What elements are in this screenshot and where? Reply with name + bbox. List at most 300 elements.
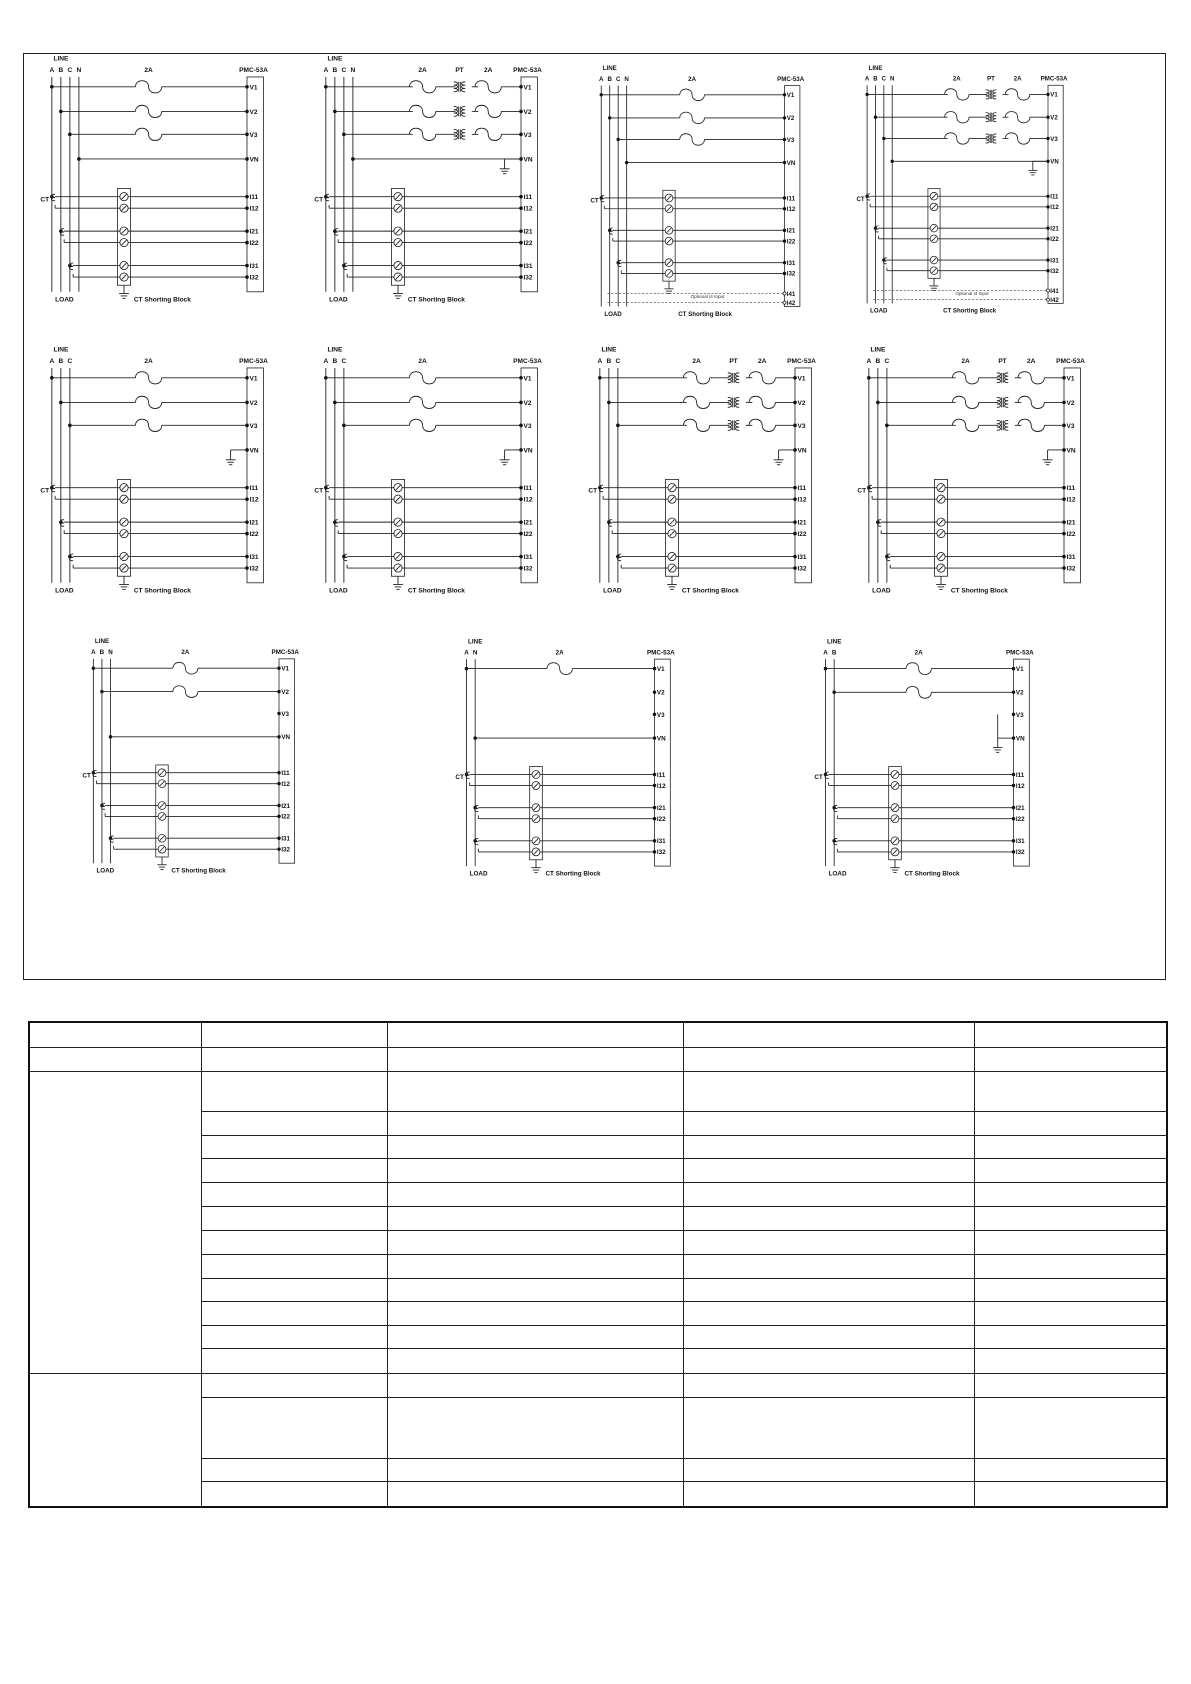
- junction-dot: [245, 497, 249, 501]
- fuse-symbol: [683, 396, 709, 408]
- ct-shorting-block: [391, 188, 404, 285]
- fuse-symbol: [135, 105, 161, 117]
- fuse-symbol: [135, 419, 161, 431]
- junction-dot: [519, 555, 523, 559]
- terminal-label: I11: [1015, 771, 1025, 779]
- phase-label: B: [99, 649, 105, 657]
- ct-shorting-block: [530, 767, 543, 860]
- phase-label: A: [864, 75, 870, 83]
- junction-dot: [277, 771, 280, 774]
- table-group-cell: [29, 1373, 201, 1507]
- terminal-label: I11: [656, 771, 666, 779]
- terminal-label: I21: [656, 805, 666, 813]
- junction-dot: [245, 566, 249, 570]
- load-label: LOAD: [828, 870, 847, 878]
- terminal-label: V2: [523, 399, 532, 407]
- fuse-symbol: [680, 112, 705, 124]
- junction-dot: [277, 782, 280, 785]
- junction-dot: [519, 229, 523, 233]
- terminal-label: I22: [249, 240, 259, 248]
- fuse-label: 2A: [692, 358, 701, 366]
- terminal-label: VN: [249, 156, 259, 164]
- junction-dot: [783, 272, 786, 275]
- terminal-label: V2: [656, 689, 665, 697]
- phase-label: B: [58, 358, 64, 366]
- fuse-label: 2A: [688, 75, 697, 83]
- table-row: [29, 1022, 1167, 1047]
- junction-dot: [519, 532, 523, 536]
- spec-table: [28, 1021, 1168, 1508]
- wiring-diagram-11: [814, 638, 1034, 877]
- fuse-label: 2A: [914, 649, 923, 657]
- fuse-label: 2A: [1027, 358, 1036, 366]
- pt-label: PT: [455, 67, 464, 75]
- terminal-label: I32: [786, 270, 796, 278]
- wiring-diagram-8: [857, 347, 1085, 595]
- fuse-symbol: [547, 663, 572, 675]
- terminal-label: I21: [797, 519, 807, 527]
- terminal-label: I21: [523, 228, 533, 236]
- fuse-symbol: [409, 396, 435, 408]
- fuse-label: 2A: [952, 75, 961, 83]
- terminal-label: I22: [523, 531, 533, 539]
- junction-dot: [245, 195, 249, 199]
- junction-dot: [1062, 520, 1066, 524]
- terminal-label: I21: [1066, 519, 1076, 527]
- terminal-label: I21: [523, 519, 533, 527]
- shorting-block-label: CT Shorting Block: [133, 587, 191, 595]
- junction-dot: [1012, 806, 1015, 809]
- ct-shorting-block: [934, 479, 947, 576]
- phase-label: A: [323, 358, 329, 366]
- terminal-label: V3: [786, 136, 795, 144]
- terminal-label: V2: [249, 108, 258, 116]
- fuse-symbol: [135, 372, 161, 384]
- terminal-label: I11: [1066, 485, 1076, 493]
- ct-label: CT: [856, 195, 865, 203]
- fuse-label: 2A: [961, 358, 970, 366]
- terminal-label: I22: [786, 238, 796, 246]
- junction-dot: [783, 196, 786, 199]
- fuse-symbol: [475, 105, 501, 117]
- phase-label: C: [341, 358, 347, 366]
- ct-shorting-block: [928, 189, 940, 279]
- terminal-label: I12: [249, 496, 259, 504]
- junction-dot: [653, 713, 656, 716]
- terminal-label: V3: [656, 711, 665, 719]
- fuse-label: 2A: [418, 358, 427, 366]
- phase-label: N: [472, 649, 478, 657]
- load-label: LOAD: [329, 587, 348, 595]
- phase-label: B: [831, 649, 837, 657]
- fuse-symbol: [135, 81, 161, 93]
- terminal-label: V1: [249, 84, 258, 92]
- junction-dot: [277, 712, 280, 715]
- terminal-label: I31: [656, 838, 666, 846]
- terminal-label: I22: [281, 813, 291, 821]
- pt-winding: [1005, 420, 1009, 430]
- line-label: LINE: [94, 638, 110, 646]
- terminal-label: V2: [797, 399, 806, 407]
- junction-dot: [519, 566, 523, 570]
- terminal-label: I31: [523, 263, 533, 271]
- fuse-label: 2A: [555, 649, 564, 657]
- phase-label: A: [599, 75, 604, 83]
- phase-label: N: [890, 75, 895, 83]
- line-label: LINE: [868, 65, 883, 73]
- junction-dot: [245, 229, 249, 233]
- phase-label: N: [624, 75, 629, 83]
- wiring-diagrams-panel: [23, 53, 1166, 980]
- fuse-symbol: [1005, 112, 1029, 123]
- junction-dot: [245, 520, 249, 524]
- terminal-label: I22: [523, 240, 533, 248]
- ct-shorting-block: [391, 479, 404, 576]
- fuse-symbol: [135, 128, 161, 140]
- junction-dot: [653, 850, 656, 853]
- junction-dot: [1046, 269, 1049, 272]
- terminal-label: I12: [1066, 496, 1076, 504]
- phase-label: N: [350, 67, 356, 75]
- pt-winding: [736, 397, 740, 407]
- terminal-label: V3: [281, 710, 289, 718]
- terminal-label: I31: [281, 835, 291, 843]
- terminal-label: I12: [523, 496, 533, 504]
- shorting-block-label: CT Shorting Block: [545, 870, 601, 878]
- phase-label: B: [607, 75, 612, 83]
- terminal-dot-open: [783, 292, 786, 295]
- ct-label: CT: [314, 487, 324, 495]
- terminal-label: V2: [249, 399, 258, 407]
- ct-label: CT: [40, 487, 50, 495]
- terminal-label: I21: [786, 227, 796, 235]
- junction-dot: [793, 520, 797, 524]
- fuse-symbol: [906, 663, 931, 675]
- phase-label: B: [875, 358, 881, 366]
- terminal-label: VN: [1066, 447, 1076, 455]
- fuse-symbol: [475, 81, 501, 93]
- line-label: LINE: [601, 346, 617, 354]
- terminal-label: I22: [797, 531, 807, 539]
- terminal-label: I32: [797, 565, 807, 573]
- fuse-label: 2A: [484, 67, 493, 75]
- junction-dot: [245, 555, 249, 559]
- junction-dot: [793, 555, 797, 559]
- junction-dot: [1012, 817, 1015, 820]
- terminal-label: I31: [1066, 554, 1076, 562]
- terminal-label: I42: [786, 300, 796, 308]
- phase-label: B: [606, 358, 612, 366]
- terminal-label: I22: [656, 816, 666, 824]
- ct-label: CT: [40, 196, 50, 204]
- ct-shorting-block: [156, 765, 168, 857]
- load-label: LOAD: [469, 870, 488, 878]
- terminal-label: I31: [249, 554, 259, 562]
- terminal-label: I12: [786, 206, 796, 214]
- terminal-label: I22: [1050, 236, 1059, 244]
- terminal-label: I32: [523, 565, 533, 573]
- terminal-label: I22: [1015, 816, 1025, 824]
- junction-dot: [519, 520, 523, 524]
- terminal-label: I12: [656, 782, 666, 790]
- terminal-label: I12: [1015, 782, 1025, 790]
- terminal-label: V3: [1066, 422, 1075, 430]
- terminal-label: V1: [1015, 665, 1024, 673]
- fuse-symbol: [1005, 133, 1029, 144]
- junction-dot: [793, 532, 797, 536]
- table-row: [29, 1071, 1167, 1111]
- fuse-symbol: [409, 419, 435, 431]
- junction-dot: [245, 241, 249, 245]
- terminal-label: I11: [1050, 193, 1059, 201]
- fuse-symbol: [945, 89, 969, 100]
- fuse-symbol: [173, 662, 198, 674]
- terminal-label: I31: [1050, 257, 1059, 265]
- terminal-label: V2: [786, 115, 795, 123]
- phase-label: C: [615, 75, 621, 83]
- optional-i4-label: Optional I4 Input: [690, 294, 725, 300]
- wiring-diagram-4: [856, 65, 1068, 314]
- phase-label: N: [108, 649, 113, 657]
- line-label: LINE: [327, 55, 343, 63]
- terminal-label: V2: [523, 108, 532, 116]
- junction-dot: [1046, 258, 1049, 261]
- fuse-label: 2A: [758, 358, 767, 366]
- terminal-label: I32: [1066, 565, 1076, 573]
- junction-dot: [277, 837, 280, 840]
- junction-dot: [519, 195, 523, 199]
- fuse-symbol: [906, 686, 931, 698]
- terminal-label: VN: [1050, 158, 1059, 166]
- terminal-label: V3: [249, 131, 258, 139]
- terminal-label: I32: [249, 274, 259, 282]
- terminal-label: I21: [281, 802, 291, 810]
- terminal-label: I11: [786, 195, 796, 203]
- terminal-label: I11: [249, 194, 259, 202]
- meter-label: PMC-53A: [646, 649, 675, 657]
- junction-dot: [653, 806, 656, 809]
- phase-label: B: [332, 358, 338, 366]
- junction-dot: [793, 486, 797, 490]
- fuse-symbol: [135, 396, 161, 408]
- terminal-label: V3: [1050, 135, 1058, 143]
- terminal-label: VN: [797, 447, 807, 455]
- junction-dot: [1012, 839, 1015, 842]
- fuse-label: 2A: [144, 67, 153, 75]
- fuse-symbol: [952, 396, 978, 408]
- phase-label: A: [49, 67, 55, 75]
- phase-label: A: [323, 67, 329, 75]
- table-row: [29, 1373, 1167, 1397]
- terminal-label: I12: [249, 205, 259, 213]
- fuse-symbol: [409, 105, 435, 117]
- load-label: LOAD: [55, 296, 74, 304]
- meter-label: PMC-53A: [1040, 75, 1068, 83]
- meter-label: PMC-53A: [239, 358, 268, 366]
- terminal-label: V1: [786, 92, 795, 100]
- shorting-block-label: CT Shorting Block: [950, 587, 1008, 595]
- junction-dot: [1046, 195, 1049, 198]
- load-label: LOAD: [96, 867, 115, 875]
- pt-label: PT: [729, 358, 738, 366]
- shorting-block-label: CT Shorting Block: [943, 307, 997, 315]
- junction-dot: [1062, 566, 1066, 570]
- shorting-block-label: CT Shorting Block: [678, 310, 732, 318]
- terminal-label: I11: [249, 485, 259, 493]
- junction-dot: [245, 532, 249, 536]
- phase-label: C: [615, 358, 621, 366]
- terminal-label: VN: [786, 159, 796, 167]
- meter-label: PMC-53A: [271, 649, 299, 657]
- terminal-label: I32: [1015, 849, 1025, 857]
- fuse-symbol: [945, 112, 969, 123]
- terminal-label: I31: [1015, 838, 1025, 846]
- junction-dot: [1046, 226, 1049, 229]
- meter-label: PMC-53A: [1056, 358, 1085, 366]
- load-label: LOAD: [329, 296, 348, 304]
- terminal-dot-open: [1046, 298, 1049, 301]
- terminal-label: I42: [1050, 296, 1059, 304]
- junction-dot: [793, 566, 797, 570]
- load-label: LOAD: [603, 587, 622, 595]
- terminal-label: I31: [249, 263, 259, 271]
- fuse-symbol: [680, 134, 705, 146]
- terminal-label: I12: [523, 205, 533, 213]
- terminal-label: I31: [786, 259, 796, 267]
- junction-dot: [1062, 555, 1066, 559]
- junction-dot: [653, 691, 656, 694]
- junction-dot: [1062, 486, 1066, 490]
- shorting-block-label: CT Shorting Block: [171, 867, 226, 875]
- pt-winding: [462, 106, 466, 116]
- junction-dot: [1046, 237, 1049, 240]
- terminal-label: I32: [523, 274, 533, 282]
- junction-dot: [783, 261, 786, 264]
- terminal-label: V3: [249, 422, 258, 430]
- meter-label: PMC-53A: [513, 67, 542, 75]
- junction-dot: [653, 773, 656, 776]
- junction-dot: [653, 817, 656, 820]
- pt-winding: [993, 90, 996, 99]
- junction-dot: [1012, 850, 1015, 853]
- pt-label: PT: [998, 358, 1007, 366]
- wiring-diagrams-canvas: [24, 54, 1167, 981]
- load-label: LOAD: [604, 310, 622, 318]
- ct-shorting-block: [665, 479, 678, 576]
- meter-label: PMC-53A: [513, 358, 542, 366]
- junction-dot: [245, 275, 249, 279]
- terminal-label: I31: [797, 554, 807, 562]
- terminal-label: V2: [1015, 689, 1024, 697]
- junction-dot: [783, 207, 786, 210]
- fuse-label: 2A: [144, 358, 153, 366]
- terminal-label: I12: [281, 780, 291, 788]
- ct-label: CT: [82, 772, 91, 780]
- load-label: LOAD: [872, 587, 891, 595]
- shorting-block-label: CT Shorting Block: [681, 587, 739, 595]
- terminal-label: I21: [1050, 225, 1059, 233]
- junction-dot: [519, 497, 523, 501]
- junction-dot: [1062, 532, 1066, 536]
- terminal-label: I21: [249, 228, 259, 236]
- ct-shorting-block: [663, 190, 675, 281]
- terminal-label: I32: [1050, 268, 1059, 275]
- shorting-block-label: CT Shorting Block: [407, 587, 465, 595]
- terminal-dot-open: [1046, 289, 1049, 292]
- line-label: LINE: [602, 65, 617, 73]
- ct-shorting-block: [117, 479, 130, 576]
- pt-winding: [1005, 373, 1009, 383]
- fuse-symbol: [952, 419, 978, 431]
- line-label: LINE: [870, 346, 886, 354]
- junction-dot: [1062, 497, 1066, 501]
- junction-dot: [783, 239, 786, 242]
- phase-label: A: [49, 358, 55, 366]
- fuse-symbol: [1018, 372, 1044, 384]
- phase-label: B: [332, 67, 338, 75]
- fuse-symbol: [749, 396, 775, 408]
- pt-winding: [993, 113, 996, 122]
- table-group-cell: [29, 1071, 201, 1373]
- terminal-label: I22: [1066, 531, 1076, 539]
- junction-dot: [245, 206, 249, 210]
- terminal-label: V1: [797, 375, 806, 383]
- pt-winding: [993, 134, 996, 143]
- terminal-label: VN: [656, 735, 666, 743]
- load-label: LOAD: [55, 587, 74, 595]
- phase-label: C: [341, 67, 347, 75]
- phase-label: N: [76, 67, 82, 75]
- meter-label: PMC-53A: [777, 75, 805, 83]
- junction-dot: [793, 497, 797, 501]
- phase-label: C: [67, 358, 73, 366]
- shorting-block-label: CT Shorting Block: [133, 296, 191, 304]
- fuse-symbol: [683, 419, 709, 431]
- line-label: LINE: [53, 55, 69, 63]
- junction-dot: [277, 847, 280, 850]
- junction-dot: [653, 784, 656, 787]
- terminal-dot-open: [783, 301, 786, 304]
- ct-shorting-block: [117, 188, 130, 285]
- wiring-diagram-5: [40, 347, 268, 595]
- phase-label: A: [464, 649, 469, 657]
- junction-dot: [1012, 784, 1015, 787]
- fuse-symbol: [409, 81, 435, 93]
- phase-label: B: [58, 67, 64, 75]
- junction-dot: [245, 486, 249, 490]
- fuse-symbol: [1005, 89, 1029, 100]
- terminal-label: V3: [523, 131, 532, 139]
- terminal-label: VN: [281, 734, 291, 742]
- load-label: LOAD: [870, 307, 888, 315]
- fuse-symbol: [683, 372, 709, 384]
- terminal-label: I11: [281, 770, 290, 778]
- terminal-label: V2: [281, 688, 289, 696]
- pt-winding: [1005, 397, 1009, 407]
- line-label: LINE: [53, 346, 69, 354]
- junction-dot: [1012, 713, 1015, 716]
- terminal-label: I21: [249, 519, 259, 527]
- terminal-label: VN: [523, 447, 533, 455]
- fuse-symbol: [1018, 419, 1044, 431]
- phase-label: B: [873, 75, 878, 83]
- line-label: LINE: [327, 346, 343, 354]
- terminal-label: V1: [249, 375, 258, 383]
- terminal-label: VN: [523, 156, 533, 164]
- terminal-label: V2: [1066, 399, 1075, 407]
- phase-label: A: [866, 358, 872, 366]
- junction-dot: [1046, 205, 1049, 208]
